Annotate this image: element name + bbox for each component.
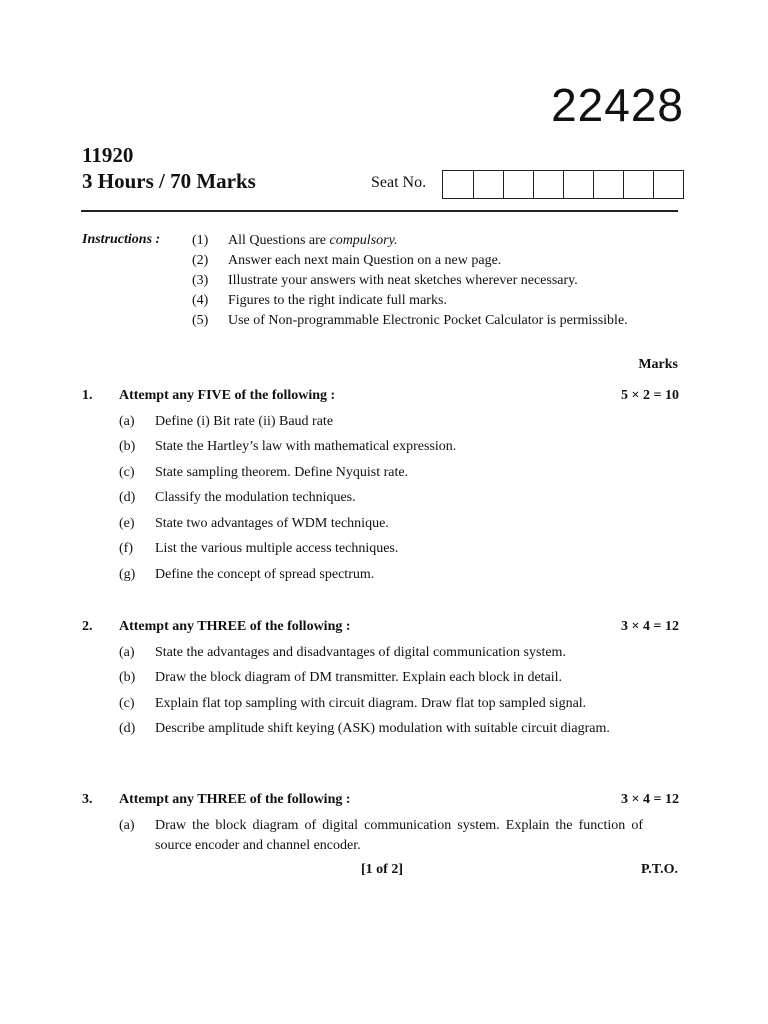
- instruction-number: (1): [192, 233, 209, 248]
- question-item: [119, 668, 679, 688]
- question-item: [119, 463, 679, 483]
- item-label: (a): [119, 413, 135, 429]
- instruction-number: (3): [192, 273, 209, 288]
- instruction-text: Use of Non-programmable Electronic Pocket Calculator is permissible.: [228, 313, 628, 328]
- seat-digit-box: [503, 171, 533, 198]
- question-marks: 3 × 4 = 12: [621, 792, 679, 807]
- question-items: [119, 643, 679, 740]
- item-text: State the Hartley’s law with mathematical expression.: [155, 439, 457, 454]
- instruction-text: Illustrate your answers with neat sketches wherever necessary.: [228, 273, 578, 288]
- question-item: [119, 539, 679, 559]
- seat-digit-box: [533, 171, 563, 198]
- paper-code: 22428: [551, 79, 684, 131]
- item-text: State two advantages of WDM technique.: [155, 515, 389, 531]
- question-3: [82, 790, 679, 856]
- item-label: (f): [119, 541, 133, 556]
- item-label: (b): [119, 670, 136, 685]
- item-text: State sampling theorem. Define Nyquist rate.: [155, 464, 409, 480]
- item-label: (d): [119, 721, 136, 736]
- question-1: [82, 386, 679, 585]
- question-number: 2.: [82, 619, 93, 634]
- item-label: (b): [119, 439, 136, 454]
- instruction-text: Figures to the right indicate full marks.: [228, 293, 447, 308]
- item-label: (g): [119, 566, 136, 582]
- question-item: [119, 694, 679, 714]
- item-text: List the various multiple access techniques.: [155, 541, 399, 556]
- item-label: (a): [119, 817, 135, 833]
- question-title: Attempt any THREE of the following :: [119, 619, 351, 634]
- instruction-emphasis: compulsory.: [329, 233, 398, 248]
- seat-digit-box: [623, 171, 653, 198]
- question-item: [119, 816, 679, 856]
- question-heading: [82, 617, 679, 637]
- page-number: [1 of 2]: [361, 862, 403, 877]
- question-item: [119, 437, 679, 457]
- marks-column-heading: Marks: [638, 357, 678, 372]
- item-text: Draw the block diagram of DM transmitter. Explain each block in detail.: [155, 670, 563, 685]
- item-label: (d): [119, 490, 136, 505]
- item-text: State the advantages and disadvantages of digital communication system.: [155, 644, 566, 660]
- instruction-number: (2): [192, 253, 209, 268]
- instruction-number: (5): [192, 313, 209, 328]
- question-item: [119, 488, 679, 508]
- instruction-item: [192, 231, 628, 251]
- question-items: [119, 412, 679, 585]
- instruction-item: [192, 271, 628, 291]
- item-text: Define the concept of spread spectrum.: [155, 566, 375, 582]
- item-text: Describe amplitude shift keying (ASK) modulation with suitable circuit diagram.: [155, 721, 610, 736]
- item-text: Explain flat top sampling with circuit diagram. Draw flat top sampled signal.: [155, 695, 587, 711]
- seat-number-label: Seat No.: [371, 174, 427, 191]
- seat-digit-box: [653, 171, 683, 198]
- question-item: [119, 643, 679, 663]
- item-label: (a): [119, 644, 135, 660]
- seat-digit-box: [443, 171, 473, 198]
- seat-digit-box: [473, 171, 503, 198]
- question-items: [119, 816, 679, 856]
- header-divider: [81, 210, 678, 212]
- question-item: [119, 719, 679, 739]
- question-number: 3.: [82, 792, 93, 807]
- please-turn-over: P.T.O.: [641, 862, 678, 877]
- question-heading: [82, 386, 679, 406]
- instructions-label: Instructions :: [82, 232, 161, 247]
- instruction-text: All Questions are compulsory.: [228, 233, 398, 248]
- question-item: [119, 514, 679, 534]
- instruction-item: [192, 251, 628, 271]
- instruction-number: (4): [192, 293, 209, 308]
- question-item: [119, 565, 679, 585]
- question-marks: 3 × 4 = 12: [621, 619, 679, 634]
- question-title: Attempt any FIVE of the following :: [119, 388, 336, 403]
- question-title: Attempt any THREE of the following :: [119, 792, 351, 807]
- question-number: 1.: [82, 388, 93, 403]
- question-item: [119, 412, 679, 432]
- item-label: (c): [119, 695, 135, 711]
- item-label: (c): [119, 464, 135, 480]
- question-2: [82, 617, 679, 739]
- question-heading: [82, 790, 679, 810]
- item-text: Define (i) Bit rate (ii) Baud rate: [155, 413, 334, 429]
- instruction-item: [192, 311, 628, 331]
- duration-marks: 3 Hours / 70 Marks: [82, 169, 256, 193]
- instruction-item: [192, 291, 628, 311]
- seat-digit-box: [563, 171, 593, 198]
- seat-digit-box: [593, 171, 623, 198]
- item-label: (e): [119, 515, 135, 531]
- question-marks: 5 × 2 = 10: [621, 388, 679, 403]
- seat-number-boxes: [442, 170, 684, 199]
- item-text: Draw the block diagram of digital communication system. Explain the function of source encoder and channel encoder.: [155, 817, 643, 853]
- subject-code: 11920: [82, 143, 134, 167]
- instructions-list: [192, 231, 628, 331]
- instruction-text: Answer each next main Question on a new page.: [228, 253, 502, 268]
- item-text: Classify the modulation techniques.: [155, 490, 356, 505]
